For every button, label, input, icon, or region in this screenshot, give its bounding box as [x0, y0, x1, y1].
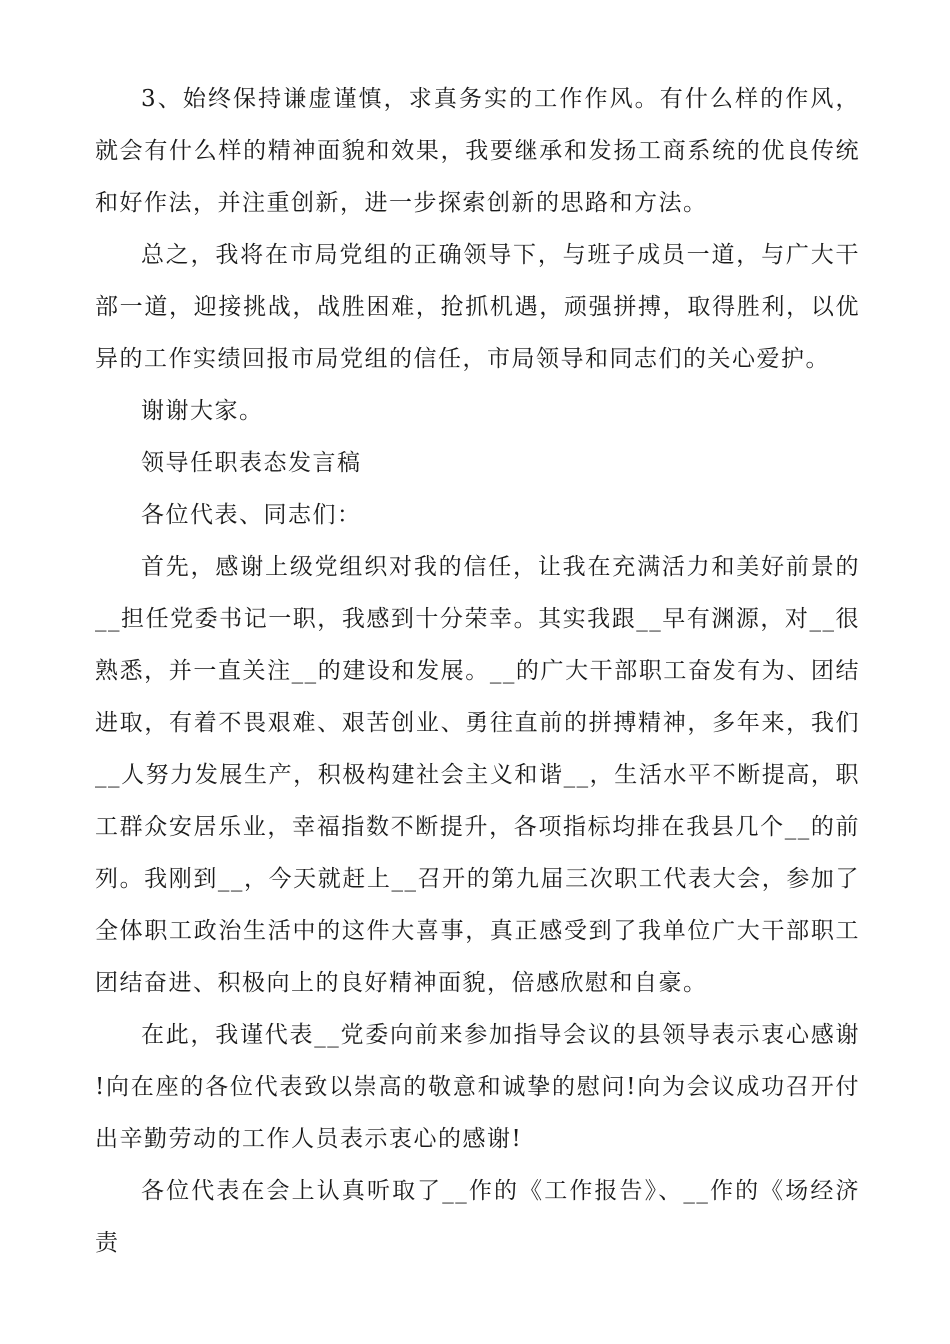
paragraph-work-style: 3、始终保持谦虚谨慎，求真务实的工作作风。有什么样的作风，就会有什么样的精神面貌和效果，我要继承和发扬工商系统的优良传统和好作法，并注重创新，进一步探索创新的思路和方法。	[95, 86, 860, 216]
paragraph-opening: 首先，感谢上级党组织对我的信任，让我在充满活力和美好前景的__担任党委书记一职，我感到十分荣幸。其实我跟__早有渊源，对__很熟悉，并一直关注__的建设和发展。__的广大干部职工奋发有为、团结进取，有着不畏艰难、艰苦创业、勇往直前的拼搏精神，多年来，我们__人努力发展生产，积极构建社会主义和谐__，生活水平不断提高，职工群众安居乐业，幸福指数不断提升，各项指标均排在我县几个__的前列。我刚到__，今天就赶上__召开的第九届三次职工代表大会，参加了全体职工政治生活中的这件大喜事，真正感受到了我单位广大干部职工团结奋进、积极向上的良好精神面貌，倍感欣慰和自豪。	[95, 554, 860, 996]
paragraph-conclusion: 总之，我将在市局党组的正确领导下，与班子成员一道，与广大干部一道，迎接挑战，战胜困难，抢抓机遇，顽强拼搏，取得胜利，以优异的工作实绩回报市局党组的信任，市局领导和同志们的关心爱护。	[95, 242, 860, 372]
document-title: 领导任职表态发言稿	[141, 450, 362, 476]
document-page	[95, 73, 860, 1269]
paragraph-thanks: 谢谢大家。	[141, 398, 264, 424]
paragraph-report: 各位代表在会上认真听取了__作的《工作报告》、__作的《场经济责	[95, 1178, 860, 1256]
salutation: 各位代表、同志们：	[141, 502, 362, 528]
paragraph-gratitude: 在此，我谨代表__党委向前来参加指导会议的县领导表示衷心感谢!向在座的各位代表致以崇高的敬意和诚挚的慰问!向为会议成功召开付出辛勤劳动的工作人员表示衷心的感谢!	[95, 1022, 860, 1152]
